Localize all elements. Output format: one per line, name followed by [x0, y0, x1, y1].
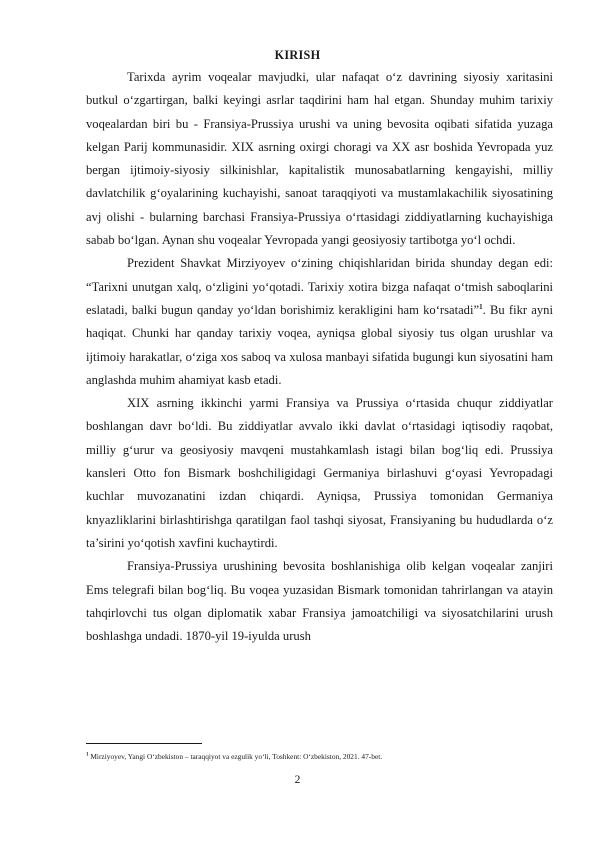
paragraph-2-quote: Prezident Shavkat Mirziyoyev o‘zining chiqishlaridan birida shunday degan edi: “Tarixni unutgan xalq, o‘zligini yo‘qotadi. Tarixiy xotira bizga nafaqat o‘tmish saboqlarini eslatadi, balki bugun qanday yo‘ldan borishimiz kerakligini ham ko‘rsatadi”	[86, 256, 553, 317]
paragraph-1: Tarixda ayrim voqealar mavjudki, ular nafaqat o‘z davrining siyosiy xaritasini butkul o‘zgartirgan, balki keyingi asrlar taqdirini ham hal etgan. Shunday muhim tarixiy voqealardan biri bu - Fransiya-Prussiya urushi va uning bevosita oqibati sifatida yuzaga kelgan Parij kommunasidir. XIX asrning oxirgi choragi va XX asr boshida Yevropada yuz bergan ijtimoiy-siyosiy silkinishlar, kapitalistik munosabatlarning kengayishi, milliy davlatchilik g‘oyalarining kuchayishi, sanoat taraqqiyoti va mustamlakachilik siyosatining avj olishi - bularning barchasi Fransiya-Prussiya o‘rtasidagi ziddiyatlarning kuchayishiga sabab bo‘lgan. Aynan shu voqealar Yevropada yangi geosiyosiy tartibotga yo‘l ochdi.	[86, 70, 553, 248]
footnote-separator	[86, 743, 202, 744]
paragraph-2	[86, 252, 553, 392]
page-number: 2	[294, 774, 301, 786]
body-text	[86, 66, 553, 648]
paragraph-2-rest: . Bu fikr ayni haqiqat. Chunki har qanday tarixiy voqea, ayniqsa global siyosiy tus olgan urushlar va ijtimoiy harakatlar, o‘ziga xos saboq va xulosa manbayi sifatida bugungi kun siyosatini ham anglashda muhim ahamiyat kasb etadi.	[86, 302, 553, 387]
footnote-reference: 1	[479, 302, 483, 311]
footnote-text: Mirziyoyev, Yangi O‘zbekiston – taraqqiyot va ezgulik yo‘li, Toshkent: O‘zbekiston, 2021. 47-bet.	[88, 752, 383, 761]
section-heading: KIRISH	[274, 48, 321, 62]
footnote	[86, 752, 553, 762]
paragraph-3: XIX asrning ikkinchi yarmi Fransiya va Prussiya o‘rtasida chuqur ziddiyatlar boshlangan davr bo‘ldi. Bu ziddiyatlar avvalo ikki davlat o‘rtasidagi iqtisodiy raqobat, milliy g‘urur va geosiyosiy mavqeni mustahkamlash istagi bilan bog‘liq edi. Prussiya kansleri Otto fon Bismark boshchiligidagi Germaniya birlashuvi g‘oyasi Yevropadagi kuchlar muvozanatini izdan chiqardi. Ayniqsa, Prussiya tomonidan Germaniya knyazliklarini birlashtirishga qaratilgan faol tashqi siyosat, Fransiyaning bu hududlarda o‘z ta’sirini yo‘qotish xavfini kuchaytirdi.	[86, 396, 553, 550]
paragraph-4: Fransiya-Prussiya urushining bevosita boshlanishiga olib kelgan voqealar zanjiri Ems telegrafi bilan bog‘liq. Bu voqea yuzasidan Bismark tomonidan tahrirlangan va atayin tahqirlovchi tus olgan diplomatik xabar Fransiya jamoatchiligi va siyosatchilarini urush boshlashga undadi. 1870-yil 19-iyulda urush	[86, 559, 553, 644]
footnote-number: 1	[86, 752, 89, 758]
